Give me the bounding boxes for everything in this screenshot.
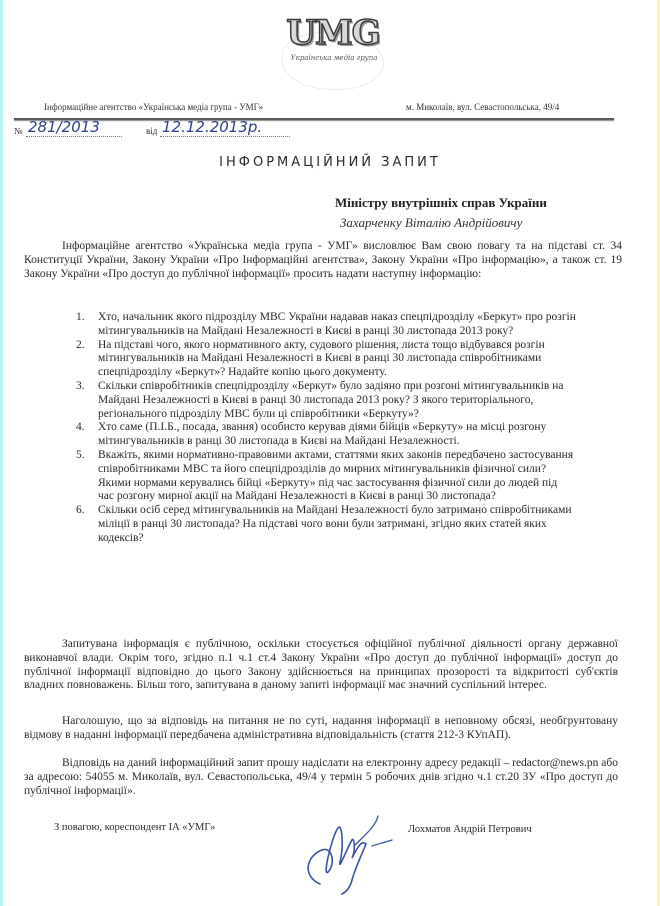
signer-name: Лохматов Андрій Петрович — [408, 824, 532, 835]
question-item — [76, 311, 576, 339]
header-rule — [14, 118, 614, 120]
agency-address: м. Миколаїв, вул. Севастопольська, 49/4 — [406, 102, 560, 112]
agency-name: Інформаційне агентство «Українська медіа група - УМГ» — [44, 102, 264, 112]
logo-subtitle: Українська медіа група — [290, 54, 378, 62]
question-item — [76, 421, 576, 449]
question-text: Вкажіть, якими нормативно-правовими актами, статтями яких законів передбачено застосування співробітниками МВС та його спецпідрозділів до мирних мітингувальників фізичної сили? Якими нормами керувались бійці «Беркуту» під час застосування фізичної сили до людей під час розгону мирної акції на Майдані Незалежності в Києві в ранці 30 листопада? — [98, 448, 574, 503]
questions-list — [76, 311, 576, 546]
scan-edge-left — [0, 0, 3, 906]
number-underline — [26, 136, 122, 137]
addressee-position: Міністру внутрішніх справ України — [335, 195, 547, 210]
question-text: Скільки осіб серед мітингувальників на Майдані Незалежності було затримано співробітниками міліції в ранці 30 листопада? На підставі чого вони були затримані, згідно яких статей яких кодексів? — [98, 504, 572, 544]
logo-text: UMG — [286, 13, 380, 53]
question-item — [76, 339, 576, 380]
question-item — [76, 504, 576, 545]
question-number: 5. — [76, 448, 85, 461]
reference-number: 281/2013 — [28, 118, 100, 136]
addressee-name: Захарченку Віталію Андрійовичу — [340, 215, 523, 230]
question-item — [76, 380, 576, 421]
closing-line: З повагою, кореспондент ІА «УМГ» — [54, 822, 216, 833]
signature-image — [292, 806, 402, 896]
signature-flourish — [354, 816, 392, 846]
intro-paragraph: Інформаційне агентство «Українська медіа група - УМГ» висловлює Вам свою повагу та на підставі ст. 34 Конституції України, Закону України «Про Інформаційні агентства», Закону України «Про інформацію», а також ст. 19 Закону України «Про доступ до публічної інформації» просить надати наступну інформацію: — [24, 240, 622, 280]
question-text: Скільки співробітників спецпідрозділу «Беркут» було задіяно при розгоні мітингувальників на Майдані Незалежності в Києві в ранці 30 листопада 2013 року? З якого територіального, регіонального підрозділу МВС були ці співробітники «Беркуту»? — [98, 379, 564, 420]
document-title: ІНФОРМАЦІЙНИЙ ЗАПИТ — [219, 155, 441, 170]
question-number: 2. — [76, 338, 85, 351]
umg-logo — [268, 8, 398, 94]
question-item — [76, 449, 576, 504]
reply-paragraph: Відповідь на даний інформаційний запит прошу надіслати на електронну адресу редакції – redactor@news.pn або за адресою: 54055 м. Миколаїв, вул. Севастопольська, 49/4 у термін 5 робочих днів згідно ч.1 ст.20 ЗУ «Про доступ до публічної інформації». — [24, 757, 618, 797]
question-number: 4. — [76, 421, 85, 434]
liability-paragraph: Наголошую, що за відповідь на питання не по суті, надання інформації в неповному обсязі, необгрунтовану відмову в наданні інформації передбачена адміністративна відповідальність (стаття 212-3 КУпАП). — [24, 715, 618, 741]
reference-date: 12.12.2013р. — [162, 118, 263, 136]
public-info-paragraph: Запитувана інформація є публічною, оскільки стосується офіційної публічної діяльності органу державної виконавчої влади. Окрім того, згідно п.1 ч.1 ст.4 Закону України «Про доступ до публічної інформації» доступ до публічної інформації відповідно до цього Закону здійснюється на принципах прозорості та відкритості суб'єктів владних повноважень. Більш того, запитувана в даному запиті інформації має значний суспільний інтерес. — [24, 638, 618, 692]
number-label: № — [14, 126, 23, 136]
question-number: 6. — [76, 504, 85, 517]
question-number: 3. — [76, 379, 85, 392]
question-text: Хто, начальник якого підрозділу МВС України надавав наказ спецпідрозділу «Беркут» про розгін мітингувальників на Майдані Незалежності в Києві в ранці 30 листопада 2013 року? — [98, 311, 576, 337]
question-text: Хто саме (П.І.Б., посада, звання) особисто керував діями бійців «Беркуту» на місці розгону мітингувальників в ранці 30 листопада в Києві на Майдані Незалежності. — [98, 421, 547, 448]
date-label: від — [146, 126, 158, 136]
signature-stroke — [308, 827, 366, 894]
question-text: На підставі чого, якого нормативного акту, судового рішення, листа тощо відбувався розгін мітингувальників на Майдані Незалежності в Києві в ранці 30 листопада співробітниками спецпідрозділу «Беркут»? Надайте копію цього документу. — [98, 338, 545, 379]
date-underline — [160, 136, 290, 137]
question-number: 1. — [76, 311, 85, 323]
